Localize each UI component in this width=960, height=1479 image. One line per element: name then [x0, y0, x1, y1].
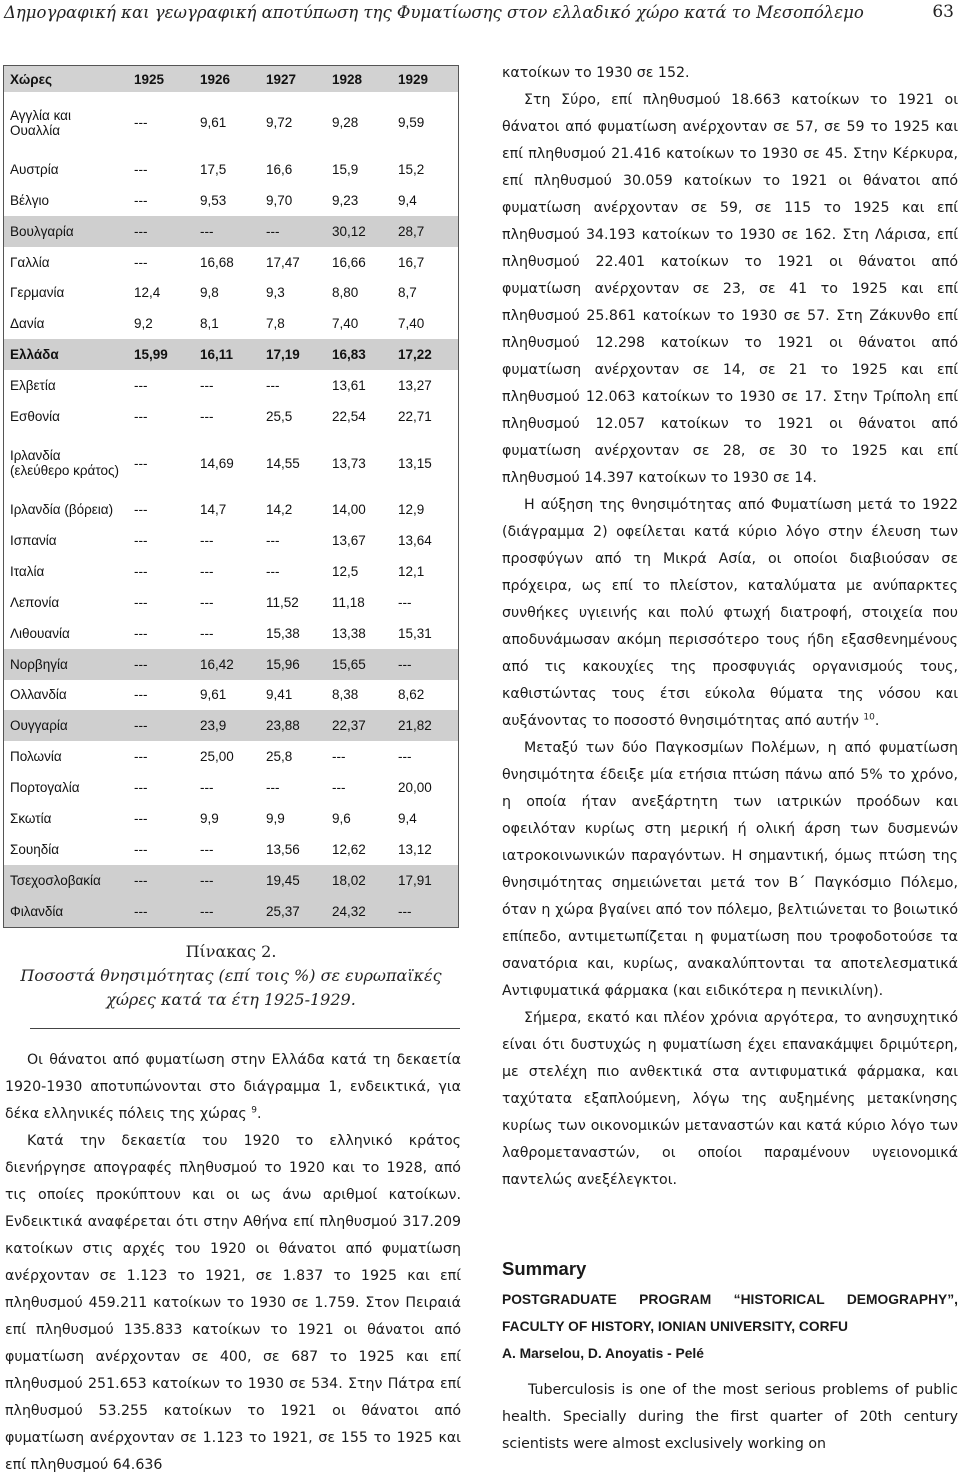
country-cell: Ελβετία	[10, 378, 56, 394]
value-cell: 12,4	[134, 285, 161, 301]
value-cell: ---	[260, 216, 326, 247]
value-cell: 25,00	[200, 749, 234, 765]
value-cell: 16,7	[398, 254, 425, 270]
value-cell: 8,80	[332, 285, 359, 301]
value-cell: 9,70	[266, 192, 293, 208]
value-cell: 13,38	[332, 625, 366, 641]
value-cell: 15,38	[266, 625, 300, 641]
table-row	[4, 587, 458, 618]
value-cell: ---	[194, 896, 260, 927]
column-header-year: 1929	[392, 66, 458, 92]
value-cell: 9,9	[266, 811, 285, 827]
value-cell: ---	[200, 780, 214, 796]
country-cell: Γαλλία	[10, 254, 50, 270]
country-cell: Ιρλανδία (ελεύθερο κράτος)	[10, 448, 120, 479]
country-cell: Νορβηγία	[4, 649, 128, 680]
value-cell: 15,9	[332, 161, 359, 177]
value-cell: 28,7	[392, 216, 458, 247]
country-cell: Αυστρία	[10, 161, 59, 177]
value-cell: ---	[128, 865, 194, 896]
caption-line-1: Ποσοστά θνησιμότητας (επί τοις %) σε ευρωπαϊκές	[20, 966, 442, 985]
value-cell: 9,53	[200, 192, 227, 208]
country-cell: Ουγγαρία	[4, 710, 128, 741]
value-cell: 11,52	[266, 594, 299, 610]
value-cell: ---	[128, 649, 194, 680]
table-row	[4, 741, 458, 772]
value-cell: 13,56	[266, 842, 300, 858]
table-row	[4, 865, 458, 896]
value-cell: 9,3	[266, 285, 285, 301]
value-cell: ---	[332, 780, 346, 796]
table-row	[4, 896, 458, 927]
paragraph-end: .	[874, 713, 880, 729]
paragraph: κατοίκων το 1930 σε 152.	[502, 65, 690, 81]
value-cell: 25,37	[260, 896, 326, 927]
value-cell: ---	[200, 563, 214, 579]
mortality-table	[4, 66, 458, 927]
table-row	[4, 710, 458, 741]
summary-section	[502, 1258, 958, 1458]
table-row	[4, 216, 458, 247]
value-cell: 23,88	[260, 710, 326, 741]
country-cell: Ισπανία	[10, 532, 57, 548]
value-cell: 8,38	[332, 687, 359, 703]
value-cell: ---	[128, 896, 194, 927]
column-header-year: 1927	[260, 66, 326, 92]
value-cell: 9,8	[200, 285, 219, 301]
value-cell: ---	[398, 749, 412, 765]
value-cell: 9,4	[398, 811, 417, 827]
value-cell: 13,73	[332, 455, 366, 471]
value-cell: 16,83	[326, 339, 392, 370]
value-cell: 18,02	[326, 865, 392, 896]
value-cell: 8,7	[398, 285, 417, 301]
summary-authors: A. Marselou, D. Anoyatis - Pelé	[502, 1346, 704, 1361]
value-cell: 9,72	[266, 115, 293, 131]
value-cell: 8,62	[398, 687, 425, 703]
value-cell: 17,5	[200, 161, 227, 177]
column-header-year: 1925	[128, 66, 194, 92]
country-cell: Βουλγαρία	[4, 216, 128, 247]
value-cell: ---	[134, 115, 148, 131]
value-cell: 14,2	[266, 501, 293, 517]
value-cell: ---	[134, 625, 148, 641]
value-cell: ---	[134, 687, 148, 703]
value-cell: ---	[134, 842, 148, 858]
value-cell: ---	[134, 161, 148, 177]
page-number: 63	[932, 2, 954, 22]
paragraph	[5, 1047, 461, 1128]
country-cell: Φιλανδία	[4, 896, 128, 927]
value-cell: 13,27	[398, 378, 432, 394]
summary-program: POSTGRADUATE PROGRAM “HISTORICAL DEMOGRAPHY”, FACULTY OF HISTORY, IONIAN UNIVERSITY, CORFU	[502, 1292, 958, 1334]
right-column	[502, 60, 958, 1194]
paragraph: Μεταξύ των δύο Παγκοσμίων Πολέμων, η από φυματίωση θνησιμότητα έδειξε μία ετήσια πτώση πάνω από 5% το χρόνο, η οποία ήταν ανεξάρτητη των ιατρικών προόδων και οφειλόταν κυρίως στη μερική ή ολική άρση των δυσμενών ιατροκοινωνικών παραγόντων. Η σημαντική, όμως πτώση της θνησιμότητας σημειώνεται μετά τον Β΄ Παγκόσμιο Πόλεμο, όταν η χώρα βγαίνει από τον πόλεμο, βελτιώνεται το βοιωτικό επίπεδο, αντιμετωπίζεται η φυματίωση που τροφοδοτούσε τα σανατόρια και, κυρίως, ανακαλύπτονται τα αποτελεσματικά Αντιφυματικά φάρμακα (και ειδικότερα η πενικιλίνη).	[502, 740, 958, 999]
value-cell: 9,59	[398, 115, 425, 131]
left-column	[5, 1047, 461, 1479]
value-cell: 16,66	[332, 254, 366, 270]
value-cell: 22,37	[326, 710, 392, 741]
value-cell: ---	[128, 216, 194, 247]
value-cell: ---	[200, 378, 214, 394]
value-cell: ---	[134, 254, 148, 270]
table-row	[4, 185, 458, 216]
country-cell: Πολωνία	[10, 749, 62, 765]
table-row	[4, 339, 458, 370]
value-cell: 9,41	[266, 687, 293, 703]
paragraph: Κατά την δεκαετία του 1920 το ελληνικό κράτος διενήργησε απογραφές πληθυσμού το 1920 και το 1928, από τις οποίες προκύπτουν και οι ως άνω αριθμοί κατοίκων. Ενδεικτικά αναφέρεται ότι στην Αθήνα επί πληθυσμού 317.209 κατοίκων στις αρχές του 1920 οι θάνατοι από φυματίωση ανέρχονταν σε 1.123 το 1921, σε 1.837 το 1925 και επί πληθυσμού 459.211 κατοίκων το 1930 σε 1.759. Στον Πειραιά επί πληθυσμού 135.833 κατοίκων το 1921 οι θάνατοι από φυματίωση ανέρχονταν σε 400, σε 687 το 1925 και επί πληθυσμού 251.653 κατοίκων το 1930 σε 534. Στην Πάτρα επί πληθυσμού 53.255 κατοίκων το 1921 οι θάνατοι από φυματίωση ανέρχονταν σε 1.123 το 1921, σε 155 το 1925 και επί πληθυσμού 64.636	[5, 1133, 461, 1473]
value-cell: 9,9	[200, 811, 219, 827]
table-row	[4, 370, 458, 401]
value-cell: ---	[392, 649, 458, 680]
country-cell: Αγγλία και Ουαλλία	[10, 107, 71, 138]
table-body	[4, 92, 458, 927]
column-header-year: 1928	[326, 66, 392, 92]
table-row	[4, 680, 458, 711]
value-cell: ---	[134, 749, 148, 765]
value-cell: 20,00	[398, 780, 432, 796]
value-cell: 16,42	[194, 649, 260, 680]
table-row	[4, 432, 458, 494]
value-cell: 9,61	[200, 115, 227, 131]
value-cell: 13,61	[332, 378, 366, 394]
paragraph-text: Οι θάνατοι από φυματίωση στην Ελλάδα κατά τη δεκαετία 1920-1930 αποτυπώνονται στο διάγραμμα 1, ενδεικτικά, για δέκα ελληνικές πόλεις της χώρας	[5, 1052, 461, 1122]
country-cell: Σκωτία	[10, 811, 52, 827]
value-cell: 17,22	[392, 339, 458, 370]
value-cell: 15,96	[260, 649, 326, 680]
value-cell: 12,5	[332, 563, 359, 579]
value-cell: 9,61	[200, 687, 227, 703]
value-cell: 14,69	[200, 455, 234, 471]
summary-text: Tuberculosis is one of the most serious problems of public health. Specially during the first quarter of 20th century scientists were almost exclusively working on	[502, 1382, 958, 1452]
value-cell: ---	[194, 216, 260, 247]
value-cell: 17,47	[266, 254, 300, 270]
value-cell: ---	[134, 409, 148, 425]
value-cell: 22,71	[398, 409, 432, 425]
table-row	[4, 92, 458, 154]
value-cell: 25,8	[266, 749, 293, 765]
table-row	[4, 401, 458, 432]
value-cell: 12,62	[332, 842, 366, 858]
value-cell: 11,18	[332, 594, 365, 610]
value-cell: ---	[200, 532, 214, 548]
paragraph-text: Η αύξηση της θνησιμότητας από Φυματίωση μετά το 1922 (διάγραμμα 2) οφείλεται κατά κύριο λόγο στην έλευση των προσφύγων από τη Μικρά Ασία, οι οποίοι διαβιούσαν σε πρόχειρα, ως επί το πλείστον, καταλύματα με ανύπαρκτες συνθήκες υγιεινής και πολύ φτωχή διατροφή, στοιχεία που αποδυνάμωσαν ακόμη περισσότερο τους ήδη εξασθενημένους από τις κακουχίες της προσφυγιάς οργανισμούς τους, καθιστώντας τους έτσι εύκολα θύματα της νόσου και αυξάνοντας το ποσοστό θνησιμότητας από αυτήν	[502, 497, 958, 729]
value-cell: ---	[134, 532, 148, 548]
value-cell: 9,2	[134, 316, 153, 332]
running-title: Δημογραφική και γεωγραφική αποτύπωση της Φυματίωσης στον ελλαδικό χώρο κατά το Μεσοπόλεμο	[4, 3, 864, 22]
value-cell: 7,40	[398, 316, 425, 332]
value-cell: ---	[266, 563, 280, 579]
value-cell: 15,99	[128, 339, 194, 370]
value-cell: 14,00	[332, 501, 366, 517]
value-cell: ---	[134, 811, 148, 827]
value-cell: 16,11	[194, 339, 260, 370]
value-cell: ---	[266, 532, 280, 548]
footnote-ref[interactable]: 10	[863, 712, 875, 723]
value-cell: 13,12	[398, 842, 432, 858]
value-cell: 17,19	[260, 339, 326, 370]
value-cell: 19,45	[260, 865, 326, 896]
paragraph	[502, 492, 958, 735]
value-cell: 7,8	[266, 316, 285, 332]
value-cell: 17,91	[392, 865, 458, 896]
country-cell: Λιθουανία	[10, 625, 70, 641]
table-row	[4, 247, 458, 278]
value-cell: 15,2	[398, 161, 425, 177]
value-cell: ---	[200, 625, 214, 641]
value-cell: 14,55	[266, 455, 300, 471]
value-cell: ---	[134, 378, 148, 394]
value-cell: ---	[134, 594, 148, 610]
country-cell: Δανία	[10, 316, 45, 332]
country-cell: Ελλάδα	[4, 339, 128, 370]
value-cell: 16,6	[266, 161, 293, 177]
table-row	[4, 834, 458, 865]
value-cell: ---	[128, 710, 194, 741]
value-cell: 23,9	[194, 710, 260, 741]
country-cell: Ιταλία	[10, 563, 45, 579]
country-cell: Σουηδία	[10, 842, 60, 858]
value-cell: 12,9	[398, 501, 425, 517]
country-cell: Βέλγιο	[10, 192, 50, 208]
value-cell: ---	[194, 865, 260, 896]
table-header-row	[4, 66, 458, 92]
value-cell: ---	[200, 594, 214, 610]
paragraph-end: .	[256, 1106, 262, 1122]
table-row	[4, 308, 458, 339]
paragraph: Σήμερα, εκατό και πλέον χρόνια αργότερα, το ανησυχητικό είναι ότι δυστυχώς η φυματίωση έχει επανακάμψει δριμύτερη, με στελέχη πιο ανθεκτικά στα αντιφυματικά φάρμακα, και ταχύτατα εξαπλούμενη, λόγω της αυξημένης μετακίνησης κυρίως των οικονομικών μεταναστών και κατά κύριο λόγο των λαθρομεταναστών, οι οποίοι παραμένουν υγειονομικά παντελώς ανεξέλεγκτοι.	[502, 1010, 958, 1188]
value-cell: ---	[134, 563, 148, 579]
table-row	[4, 556, 458, 587]
value-cell: 9,4	[398, 192, 417, 208]
value-cell: 7,40	[332, 316, 359, 332]
value-cell: 22,54	[332, 409, 366, 425]
table-row	[4, 618, 458, 649]
page-header	[0, 0, 960, 30]
value-cell: 13,64	[398, 532, 432, 548]
caption-title: Πίνακας 2.	[185, 942, 277, 961]
value-cell: 13,67	[332, 532, 366, 548]
value-cell: ---	[200, 842, 214, 858]
value-cell: 15,65	[326, 649, 392, 680]
value-cell: ---	[134, 192, 148, 208]
value-cell: 9,6	[332, 811, 351, 827]
value-cell: 30,12	[326, 216, 392, 247]
value-cell: ---	[266, 378, 280, 394]
value-cell: 9,23	[332, 192, 359, 208]
caption-divider	[30, 1028, 460, 1029]
column-header-year: 1926	[194, 66, 260, 92]
value-cell: ---	[134, 780, 148, 796]
value-cell: ---	[332, 749, 346, 765]
summary-title: Summary	[502, 1258, 587, 1279]
country-cell: Ολλανδία	[10, 687, 67, 703]
value-cell: 8,1	[200, 316, 219, 332]
table-row	[4, 803, 458, 834]
paragraph: Στη Σύρο, επί πληθυσμού 18.663 κατοίκων το 1921 οι θάνατοι από φυματίωση ανέρχονταν σε 57, σε 59 το 1925 και επί πληθυσμού 21.416 κατοίκων το 1930 σε 45. Στην Κέρκυρα, επί πληθυσμού 30.059 κατοίκων το 1921 οι θάνατοι από φυματίωση ανέρχονταν σε 59, σε 115 το 1925 και επί πληθυσμού 34.193 κατοίκων το 1930 σε 162. Στη Λάρισα, επί πληθυσμού 22.401 κατοίκων το 1921 οι θάνατοι από φυματίωση ανέρχονταν σε 23, σε 41 το 1925 και επί πληθυσμού 25.861 κατοίκων το 1930 σε 57. Στη Ζάκυνθο επί πληθυσμού 12.298 κατοίκων το 1921 οι θάνατοι από φυματίωση ανέρχονταν σε 14, σε 21 το 1925 και επί πληθυσμού 12.063 κατοίκων το 1930 σε 17. Στην Τρίπολη επί πληθυσμού 12.057 κατοίκων το 1921 οι θάνατοι από φυματίωση ανέρχονταν σε 28, σε 30 το 1925 και επί πληθυσμού 14.397 κατοίκων το 1930 σε 14.	[502, 92, 958, 486]
value-cell: 9,28	[332, 115, 359, 131]
caption-line-2: χώρες κατά τα έτη 1925-1929.	[106, 990, 356, 1009]
value-cell: ---	[398, 594, 412, 610]
value-cell: ---	[134, 501, 148, 517]
mortality-table-container	[3, 65, 459, 928]
country-cell: Πορτογαλία	[10, 780, 80, 796]
table-row	[4, 525, 458, 556]
country-cell: Εσθονία	[10, 409, 60, 425]
value-cell: 24,32	[326, 896, 392, 927]
country-cell: Λεπονία	[10, 594, 60, 610]
value-cell: 13,15	[398, 455, 432, 471]
country-cell: Τσεχοσλοβακία	[4, 865, 128, 896]
table-row	[4, 494, 458, 525]
value-cell: ---	[266, 780, 280, 796]
table-row	[4, 154, 458, 185]
value-cell: ---	[392, 896, 458, 927]
table-row	[4, 278, 458, 309]
table-row	[4, 772, 458, 803]
value-cell: ---	[134, 455, 148, 471]
column-header-country: Χώρες	[4, 66, 128, 92]
table-row	[4, 649, 458, 680]
value-cell: 21,82	[392, 710, 458, 741]
value-cell: 16,68	[200, 254, 234, 270]
value-cell: 14,7	[200, 501, 227, 517]
value-cell: 15,31	[398, 625, 432, 641]
country-cell: Γερμανία	[10, 285, 65, 301]
table-caption	[0, 940, 462, 1012]
value-cell: 25,5	[266, 409, 293, 425]
footnote-ref[interactable]: 9	[251, 1105, 257, 1116]
value-cell: 12,1	[398, 563, 425, 579]
country-cell: Ιρλανδία (βόρεια)	[10, 501, 114, 517]
value-cell: ---	[200, 409, 214, 425]
